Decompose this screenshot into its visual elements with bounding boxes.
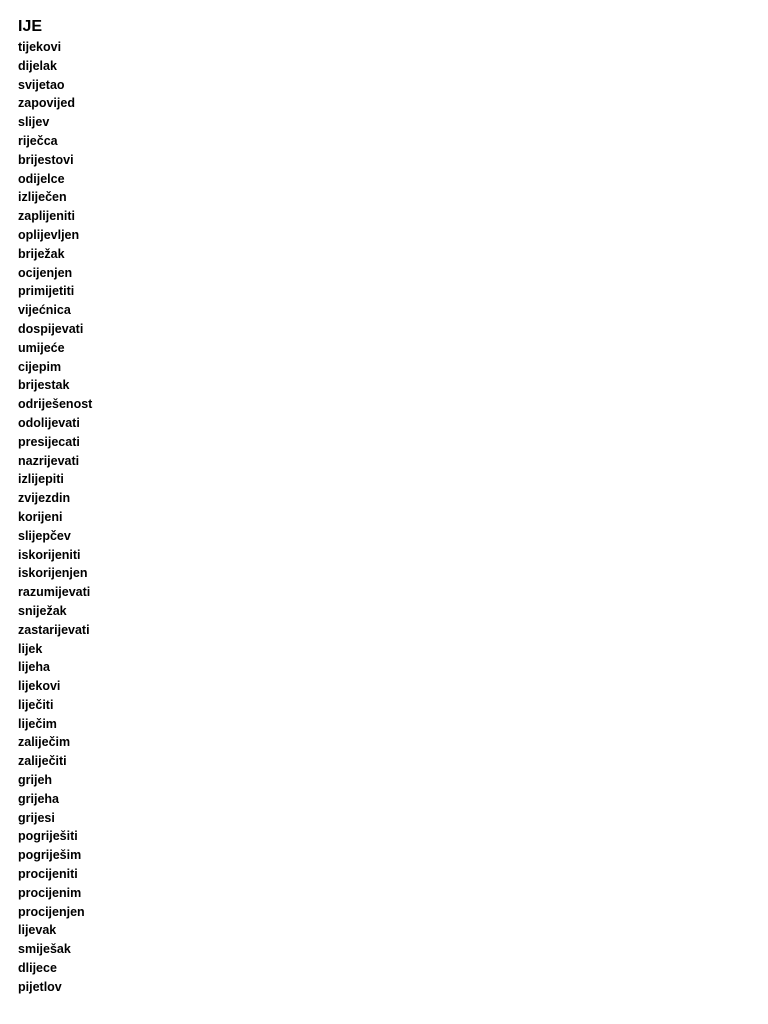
- word-list-item: ocijenjen: [18, 265, 73, 280]
- word-list-item: odolijevati: [18, 415, 80, 430]
- word-list: [18, 38, 758, 997]
- word-list-item: lijek: [18, 641, 43, 656]
- word-list-item: zapovijed: [18, 96, 75, 111]
- word-list-item: grijeha: [18, 791, 59, 806]
- word-list-item: zaplijeniti: [18, 209, 75, 224]
- word-list-item: brijestak: [18, 378, 70, 393]
- word-list-item: slijev: [18, 115, 50, 130]
- word-list-item: tijekovi: [18, 40, 62, 54]
- word-list-item: brijestovi: [18, 152, 74, 167]
- word-list-item: odijelce: [18, 171, 65, 186]
- word-list-item: lijekovi: [18, 679, 61, 694]
- word-list-item: procijenjen: [18, 904, 85, 919]
- word-list-item: grijeh: [18, 773, 53, 788]
- word-list-item: zvijezdin: [18, 491, 71, 506]
- word-list-item: cijepim: [18, 359, 62, 374]
- word-list-item: razumijevati: [18, 585, 91, 600]
- word-list-item: grijesi: [18, 810, 55, 825]
- word-list-item: izlijepiti: [18, 472, 64, 487]
- word-list-item: korijeni: [18, 509, 63, 524]
- word-list-item: svijetao: [18, 77, 65, 92]
- word-list-item: pogriješiti: [18, 829, 78, 844]
- word-list-item: dijelak: [18, 58, 57, 73]
- word-list-item: primijetiti: [18, 284, 75, 299]
- word-list-item: zaliječiti: [18, 754, 67, 769]
- word-list-item: dlijece: [18, 961, 57, 976]
- word-list-item: pogriješim: [18, 848, 82, 863]
- word-list-item: oplijevljen: [18, 227, 80, 242]
- word-list-item: smiješak: [18, 942, 71, 957]
- word-list-item: presijecati: [18, 434, 80, 449]
- document-page: [18, 17, 758, 997]
- word-list-item: lijevak: [18, 923, 57, 938]
- word-list-item: briježak: [18, 246, 65, 261]
- word-list-item: iskorijenjen: [18, 566, 88, 581]
- word-list-item: procijenim: [18, 885, 82, 900]
- word-list-item: sniježak: [18, 603, 67, 618]
- word-list-item: slijepčev: [18, 528, 71, 543]
- word-list-item: odriješenost: [18, 397, 93, 412]
- word-list-item: dospijevati: [18, 321, 84, 336]
- word-list-item: zastarijevati: [18, 622, 90, 637]
- word-list-item: lijeha: [18, 660, 50, 675]
- word-list-item: pijetlov: [18, 979, 62, 994]
- word-list-item: procijeniti: [18, 867, 78, 882]
- word-list-item: nazrijevati: [18, 453, 80, 468]
- word-list-item: iskorijeniti: [18, 547, 81, 562]
- word-list-item: umijeće: [18, 340, 65, 355]
- word-list-item: vijećnica: [18, 303, 71, 318]
- word-list-item: izliječen: [18, 190, 67, 205]
- word-list-item: riječca: [18, 133, 58, 148]
- page-title: IJE: [18, 18, 43, 35]
- word-list-item: liječiti: [18, 697, 54, 712]
- word-list-item: liječim: [18, 716, 57, 731]
- word-list-item: zaliječim: [18, 735, 71, 750]
